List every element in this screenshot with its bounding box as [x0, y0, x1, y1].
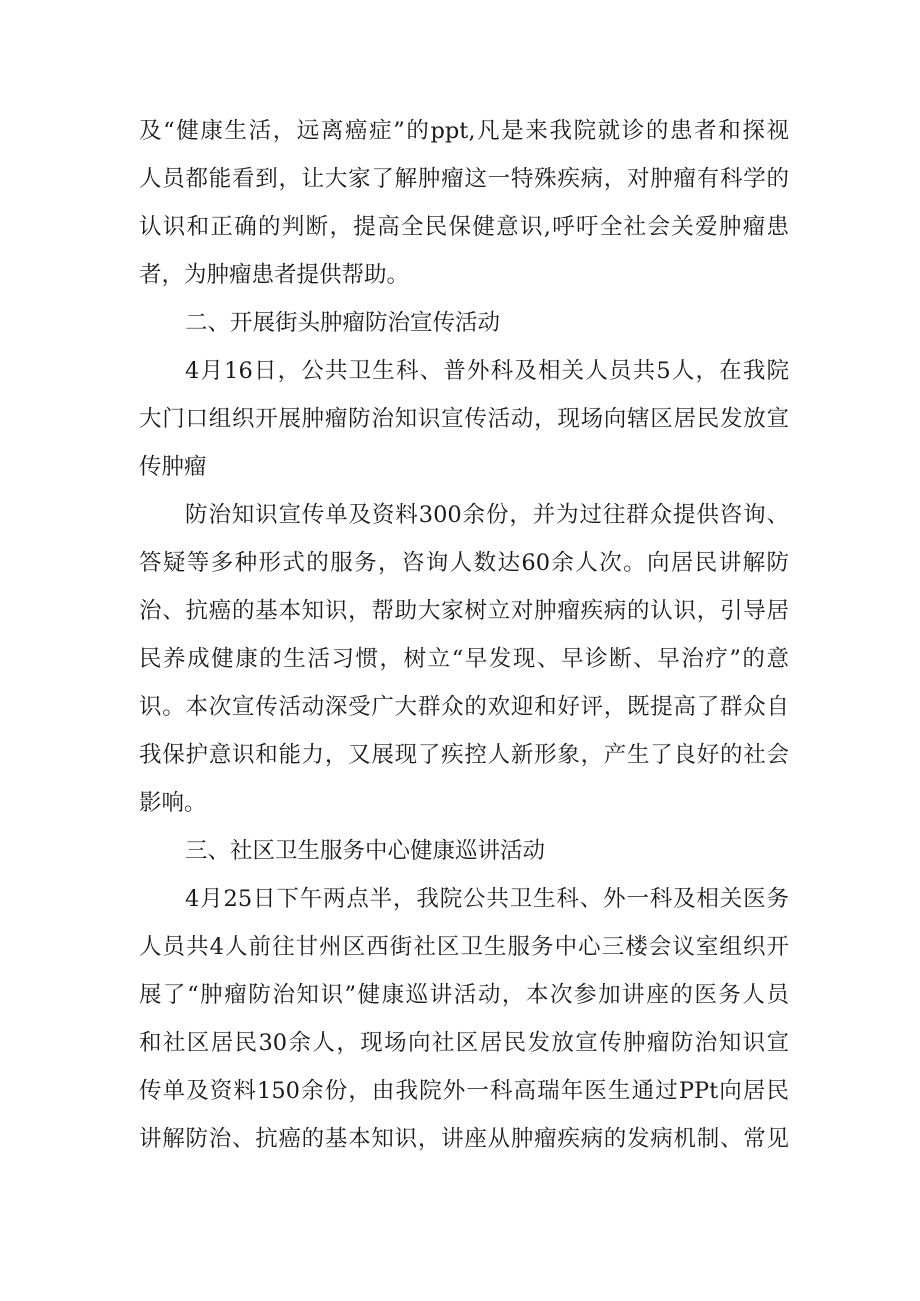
document-body: [139, 107, 789, 1163]
text-line: 传单及资料150余份，由我院外一科高瑞年医生通过PPt向居民: [139, 1078, 789, 1104]
text-line: 人员共4人前往甘州区西街社区卫生服务中心三楼会议室组织开: [139, 934, 789, 960]
text-line: 民养成健康的生活习惯，树立“早发现、早诊断、早治疗”的意: [139, 646, 789, 672]
text-line: 展了“肿瘤防治知识”健康巡讲活动，本次参加讲座的医务人员: [139, 982, 789, 1008]
text-line: 及“健康生活，远离癌症”的ppt,凡是来我院就诊的患者和探视: [139, 118, 789, 144]
text-line: 和社区居民30余人，现场向社区居民发放宣传肿瘤防治知识宣: [139, 1030, 789, 1056]
text-line: 我保护意识和能力，又展现了疾控人新形象，产生了良好的社会: [139, 742, 789, 768]
text-line: 防治知识宣传单及资料300余份，并为过往群众提供咨询、: [185, 502, 789, 528]
text-line: 答疑等多种形式的服务，咨询人数达60余人次。向居民讲解防: [139, 550, 789, 576]
text-line: 认识和正确的判断，提高全民保健意识,呼吁全社会关爱肿瘤患: [139, 214, 789, 240]
text-line: 者，为肿瘤患者提供帮助。: [139, 262, 410, 288]
text-line: 人员都能看到，让大家了解肿瘤这一特殊疾病，对肿瘤有科学的: [139, 166, 789, 192]
section-heading: 二、开展街头肿瘤防治宣传活动: [185, 310, 501, 336]
section-heading: 三、社区卫生服务中心健康巡讲活动: [185, 838, 546, 864]
text-line: 传肿瘤: [139, 454, 207, 480]
text-line: 识。本次宣传活动深受广大群众的欢迎和好评，既提高了群众自: [139, 694, 789, 720]
text-line: 影响。: [139, 790, 207, 816]
text-line: 大门口组织开展肿瘤防治知识宣传活动，现场向辖区居民发放宣: [139, 406, 789, 432]
text-line: 讲解防治、抗癌的基本知识，讲座从肿瘤疾病的发病机制、常见: [139, 1126, 789, 1152]
text-line: 4月25日下午两点半，我院公共卫生科、外一科及相关医务: [185, 886, 789, 912]
text-line: 治、抗癌的基本知识，帮助大家树立对肿瘤疾病的认识，引导居: [139, 598, 789, 624]
text-line: 4月16日，公共卫生科、普外科及相关人员共5人，在我院: [185, 358, 789, 384]
